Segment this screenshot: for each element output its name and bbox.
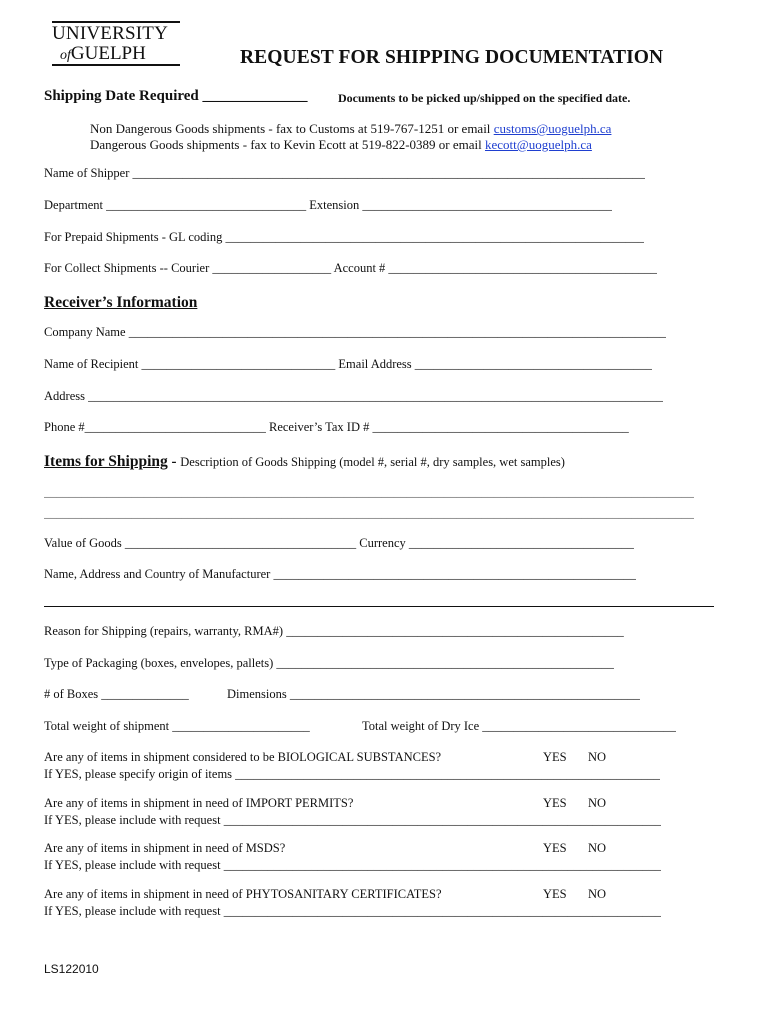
recipient-field[interactable]: Name of Recipient _______________________________ Email Address ______________________________________ xyxy=(44,357,653,371)
prepaid-gl-field[interactable]: For Prepaid Shipments - GL coding ___________________________________________________________________ xyxy=(44,230,645,244)
import-permits-question: Are any of items in shipment in need of IMPORT PERMITS? xyxy=(44,796,354,810)
logo-line-1: UNIVERSITY xyxy=(52,23,168,44)
phytosanitary-follow-field[interactable]: If YES, please include with request ______________________________________________________________________ xyxy=(44,904,662,918)
packaging-field[interactable]: Type of Packaging (boxes, envelopes, pallets) ______________________________________________________ xyxy=(44,656,614,670)
logo-line-2 xyxy=(60,43,146,65)
non-dangerous-contact xyxy=(90,121,611,137)
phytosanitary-no-option[interactable]: NO xyxy=(588,887,607,901)
shipping-date-note: Documents to be picked up/shipped on the specified date. xyxy=(338,91,631,105)
phone-taxid-field[interactable]: Phone #_____________________________ Receiver’s Tax ID # _________________________________________ xyxy=(44,420,629,434)
shipper-name-field[interactable]: Name of Shipper __________________________________________________________________________________ xyxy=(44,166,646,180)
import-permits-follow-field[interactable]: If YES, please include with request ______________________________________________________________________ xyxy=(44,813,662,827)
dimensions-field[interactable]: Dimensions ________________________________________________________ xyxy=(227,687,640,701)
items-heading-row xyxy=(44,453,565,471)
items-heading-dash: - xyxy=(167,454,181,470)
msds-follow-field[interactable]: If YES, please include with request ______________________________________________________________________ xyxy=(44,858,662,872)
form-code: LS122010 xyxy=(44,962,99,976)
dry-ice-field[interactable]: Total weight of Dry Ice _______________________________ xyxy=(362,719,677,733)
items-blank-line-2[interactable]: ________________________________________________________________________________________________________ xyxy=(44,506,694,520)
biological-question: Are any of items in shipment considered to be BIOLOGICAL SUBSTANCES? xyxy=(44,750,442,764)
items-heading: Items for Shipping xyxy=(44,453,168,470)
receiver-heading: Receiver’s Information xyxy=(44,294,198,311)
department-field[interactable]: Department ________________________________ Extension ________________________________________ xyxy=(44,198,613,212)
import-permits-yes-option[interactable]: YES xyxy=(543,796,567,810)
dangerous-contact xyxy=(90,137,592,153)
total-weight-field[interactable]: Total weight of shipment ______________________ xyxy=(44,719,310,733)
biological-no-option[interactable]: NO xyxy=(588,750,607,764)
non-dangerous-text: Non Dangerous Goods shipments - fax to Customs at 519-767-1251 or email xyxy=(90,121,494,136)
kecott-email-link[interactable]: kecott@uoguelph.ca xyxy=(484,137,592,152)
logo-bottom-rule xyxy=(52,64,180,66)
customs-email-link[interactable]: customs@uoguelph.ca xyxy=(493,121,612,136)
manufacturer-field[interactable]: Name, Address and Country of Manufacturer __________________________________________________________ xyxy=(44,567,636,581)
logo-of: of xyxy=(60,48,71,63)
msds-yes-option[interactable]: YES xyxy=(543,841,567,855)
reason-field[interactable]: Reason for Shipping (repairs, warranty, RMA#) ______________________________________________________ xyxy=(44,624,624,638)
dangerous-text: Dangerous Goods shipments - fax to Kevin Ecott at 519-822-0389 or email xyxy=(90,137,485,152)
page-title: REQUEST FOR SHIPPING DOCUMENTATION xyxy=(240,47,664,68)
biological-origin-field[interactable]: If YES, please specify origin of items ____________________________________________________________________ xyxy=(44,767,661,781)
phytosanitary-yes-option[interactable]: YES xyxy=(543,887,567,901)
university-logo xyxy=(52,20,184,70)
msds-no-option[interactable]: NO xyxy=(588,841,607,855)
collect-courier-field[interactable]: For Collect Shipments -- Courier ___________________ Account # ___________________________________________ xyxy=(44,261,658,275)
import-permits-no-option[interactable]: NO xyxy=(588,796,607,810)
items-blank-line-1[interactable]: ________________________________________________________________________________________________________ xyxy=(44,485,694,499)
msds-question: Are any of items in shipment in need of MSDS? xyxy=(44,841,286,855)
company-name-field[interactable]: Company Name ______________________________________________________________________________________ xyxy=(44,325,667,339)
biological-yes-option[interactable]: YES xyxy=(543,750,567,764)
value-currency-field[interactable]: Value of Goods _____________________________________ Currency ____________________________________ xyxy=(44,536,634,550)
boxes-field[interactable]: # of Boxes ______________ xyxy=(44,687,189,701)
shipping-date-field[interactable]: Shipping Date Required ______________ xyxy=(44,88,308,104)
manufacturer-continuation-line[interactable] xyxy=(44,606,714,607)
phytosanitary-question: Are any of items in shipment in need of PHYTOSANITARY CERTIFICATES? xyxy=(44,887,442,901)
address-field[interactable]: Address ____________________________________________________________________________________________ xyxy=(44,389,664,403)
logo-guelph: GUELPH xyxy=(70,43,146,64)
items-description: Description of Goods Shipping (model #, serial #, dry samples, wet samples) xyxy=(180,455,565,469)
